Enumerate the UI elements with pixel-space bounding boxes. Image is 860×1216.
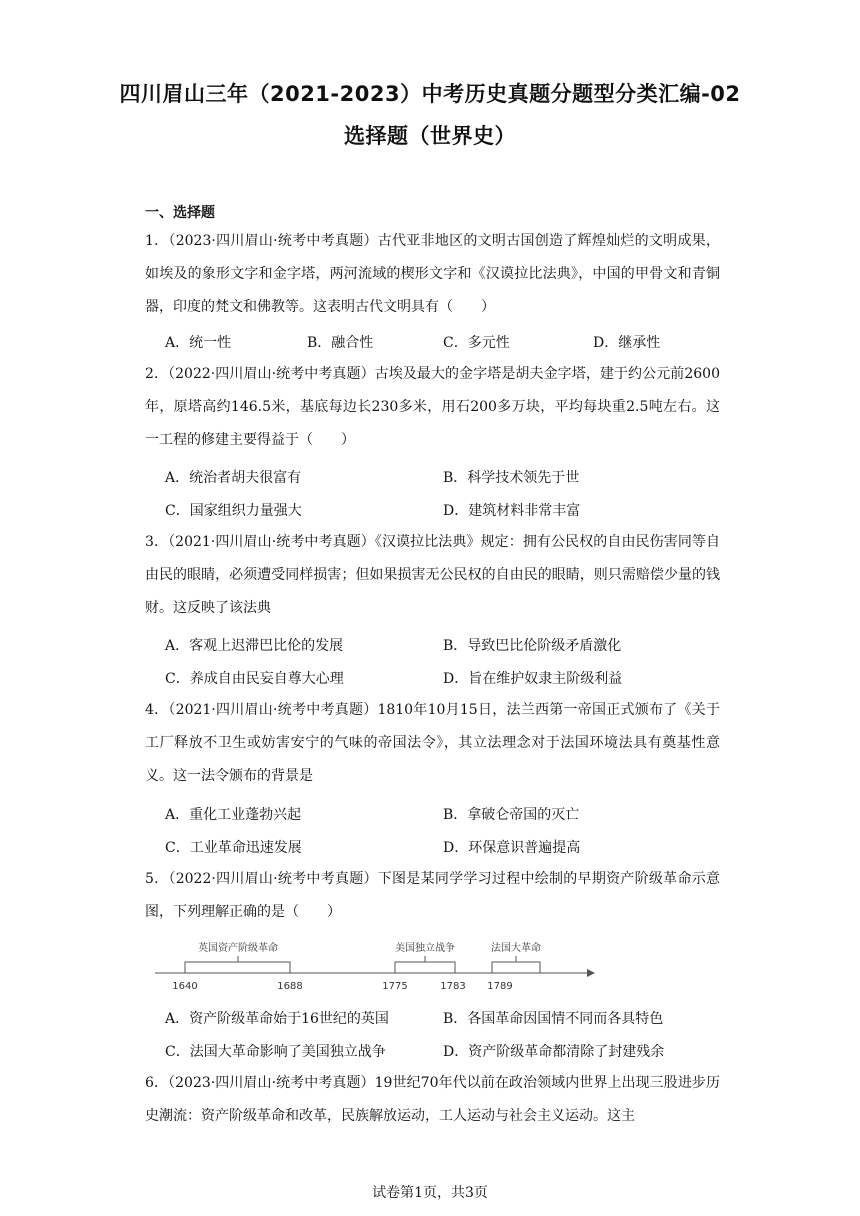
- option-c: C．法国大革命影响了美国独立战争: [165, 1044, 386, 1060]
- option-b: B．融合性: [307, 335, 374, 351]
- option-a: A．统一性: [165, 335, 232, 351]
- question-4-options-row2: [165, 837, 725, 857]
- bracket-america: [395, 962, 455, 973]
- option-b: B．各国革命因国情不同而各具特色: [443, 1011, 664, 1027]
- question-5-options-row2: [165, 1041, 725, 1061]
- option-c: C．工业革命迅速发展: [165, 840, 302, 856]
- question-4-text: 4．（2021·四川眉山·统考中考真题）1810年10月15日，法兰西第一帝国正式颁布了《关于工厂释放不卫生或妨害安宁的气味的帝国法令》，其立法理念对于法国环境法具有奠基性意义。这一法令颁布的背景是: [145, 702, 720, 784]
- option-b: B．导致巴比伦阶级矛盾激化: [443, 638, 622, 654]
- bracket-france: [492, 962, 540, 973]
- question-4-options-row1: [165, 804, 725, 824]
- page-title-line1: 四川眉山三年（2021-2023）中考历史真题分题型分类汇编-02: [119, 82, 741, 106]
- question-3-text: 3．（2021·四川眉山·统考中考真题）《汉谟拉比法典》规定：拥有公民权的自由民伤害同等自由民的眼睛，必须遭受同样损害；但如果损害无公民权的自由民的眼睛，则只需赔偿少量的钱财。这反映了该法典: [145, 534, 720, 616]
- label-french-revolution: 法国大革命: [491, 943, 541, 954]
- option-d: D．建筑材料非常丰富: [443, 503, 581, 519]
- option-a: A．重化工业蓬勃兴起: [165, 807, 302, 823]
- section-heading: 一、选择题: [145, 205, 215, 221]
- year-1688: 1688: [277, 981, 303, 992]
- option-d: D．环保意识普遍提高: [443, 840, 581, 856]
- option-d: D．资产阶级革命都清除了封建残余: [443, 1044, 665, 1060]
- option-a: A．统治者胡夫很富有: [165, 470, 302, 486]
- label-american-war: 美国独立战争: [395, 943, 455, 954]
- timeline-arrow-icon: [587, 969, 595, 977]
- revolution-timeline-diagram: [155, 935, 595, 995]
- question-5-options-row1: [165, 1008, 725, 1028]
- page-title-line2: 选择题（世界史）: [344, 124, 516, 148]
- option-a: A．客观上迟滞巴比伦的发展: [165, 638, 344, 654]
- label-english-revolution: 英国资产阶级革命: [198, 943, 278, 954]
- option-b: B．科学技术领先于世: [443, 470, 580, 486]
- year-1789: 1789: [487, 981, 513, 992]
- option-d: D．继承性: [593, 335, 661, 351]
- option-d: D．旨在维护奴隶主阶级利益: [443, 671, 623, 687]
- question-1-options: [165, 332, 725, 352]
- question-2-options-row1: [165, 467, 725, 487]
- question-6-text: 6．（2023·四川眉山·统考中考真题）19世纪70年代以前在政治领域内世界上出现三股进步历史潮流：资产阶级革命和改革，民族解放运动，工人运动与社会主义运动。这主: [145, 1075, 720, 1124]
- year-1640: 1640: [172, 981, 198, 992]
- option-c: C．养成自由民妄自尊大心理: [165, 671, 344, 687]
- page-footer: 试卷第1页，共3页: [372, 1185, 488, 1201]
- question-5-text: 5．（2022·四川眉山·统考中考真题）下图是某同学学习过程中绘制的早期资产阶级革命示意图，下列理解正确的是（ ）: [145, 871, 720, 920]
- option-b: B．拿破仑帝国的灭亡: [443, 807, 580, 823]
- option-a: A．资产阶级革命始于16世纪的英国: [165, 1011, 389, 1027]
- question-3-options-row2: [165, 668, 725, 688]
- option-c: C．国家组织力量强大: [165, 503, 302, 519]
- question-2-options-row2: [165, 500, 725, 520]
- question-3-options-row1: [165, 635, 725, 655]
- question-1-text: 1．（2023·四川眉山·统考中考真题）古代亚非地区的文明古国创造了辉煌灿烂的文明成果，如埃及的象形文字和金字塔，两河流域的楔形文字和《汉谟拉比法典》，中国的甲骨文和青铜器，印度的梵文和佛教等。这表明古代文明具有（ ）: [145, 233, 720, 315]
- question-2-text: 2．（2022·四川眉山·统考中考真题）古埃及最大的金字塔是胡夫金字塔，建于约公元前2600年，原塔高约146.5米，基底每边长230多米，用石200多万块，平均每块重2.5吨左右。这一工程的修建主要得益于（ ）: [145, 366, 720, 448]
- year-1775: 1775: [382, 981, 408, 992]
- bracket-england: [185, 962, 290, 973]
- option-c: C．多元性: [443, 335, 510, 351]
- year-1783: 1783: [440, 981, 466, 992]
